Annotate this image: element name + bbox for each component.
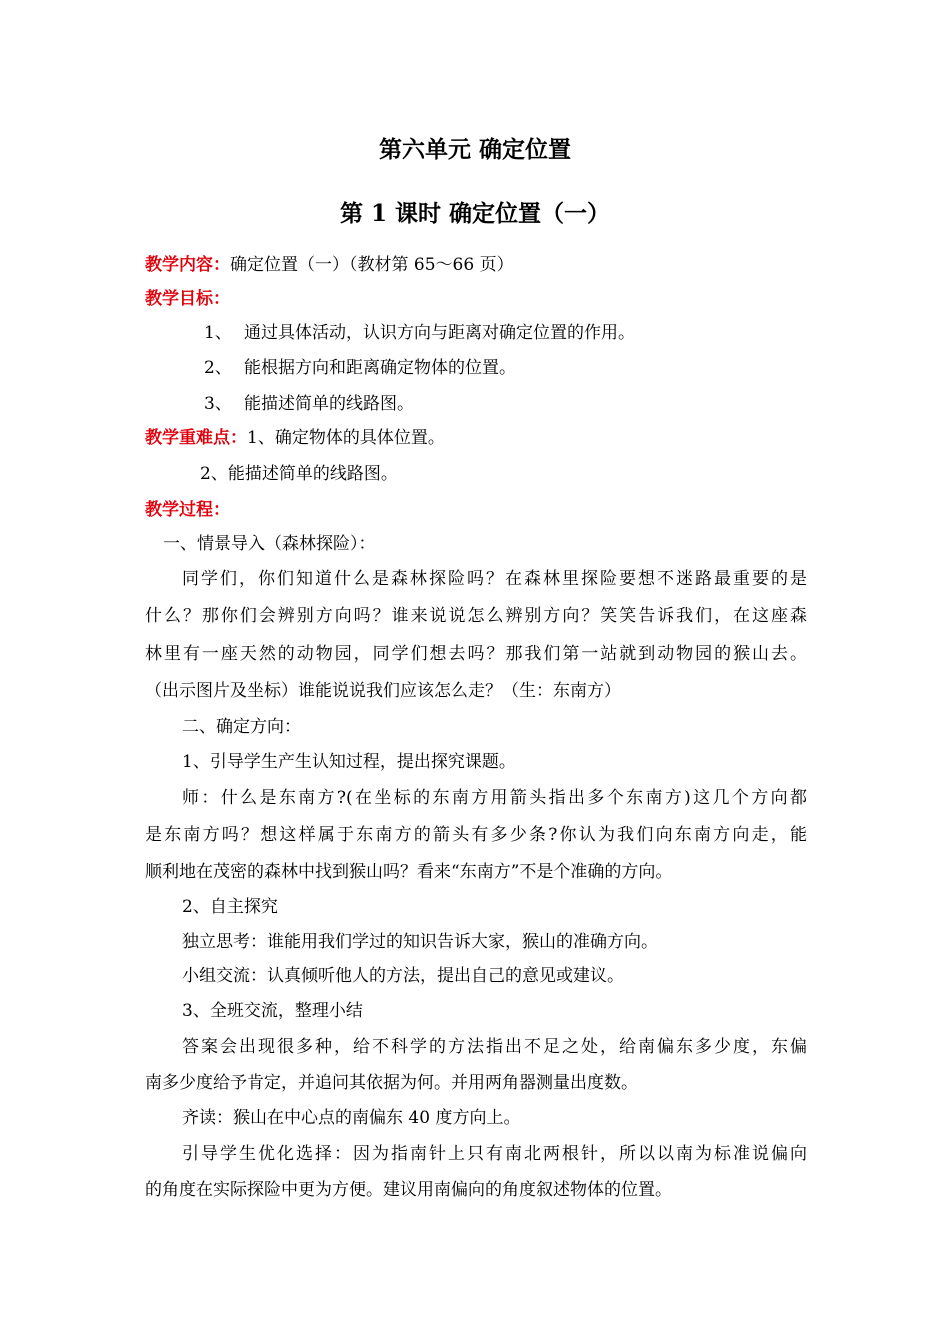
paragraph-line: 小组交流：认真倾听他人的方法，提出自己的意见或建议。 xyxy=(182,966,624,986)
goal-item xyxy=(204,392,414,416)
paragraph-line: 答案会出现很多种，给不科学的方法指出不足之处，给南偏东多少度，东偏 xyxy=(182,1037,807,1057)
teaching-content xyxy=(145,253,514,277)
section-heading: 二、确定方向： xyxy=(182,717,301,737)
paragraph-line: 顺利地在茂密的森林中找到猴山吗？看来“东南方”不是个准确的方向。 xyxy=(145,862,673,882)
paragraph-line: 师：什么是东南方?(在坐标的东南方用箭头指出多个东南方)这几个方向都 xyxy=(182,788,807,808)
goal-text: 通过具体活动，认识方向与距离对确定位置的作用。 xyxy=(244,323,635,343)
teaching-content-label: 教学内容： xyxy=(145,255,230,275)
paragraph-line: 齐读：猴山在中心点的南偏东 40 度方向上。 xyxy=(182,1108,521,1128)
paragraph-line: 的角度在实际探险中更为方便。建议用南偏向的角度叙述物体的位置。 xyxy=(145,1180,672,1200)
paragraph-line: 什么？那你们会辨别方向吗？谁来说说怎么辨别方向？笑笑告诉我们，在这座森 xyxy=(145,606,807,626)
paragraph-line: 南多少度给予肯定，并追问其依据为何。并用两角器测量出度数。 xyxy=(145,1073,638,1093)
key-point-item: 1、确定物体的具体位置。 xyxy=(247,428,445,448)
unit-title: 第六单元 确定位置 xyxy=(378,136,571,163)
step-heading: 2、自主探究 xyxy=(182,897,278,917)
goal-item xyxy=(204,321,635,345)
step-heading: 3、全班交流，整理小结 xyxy=(182,1001,363,1021)
paragraph-line: 独立思考：谁能用我们学过的知识告诉大家，猴山的准确方向。 xyxy=(182,932,658,952)
step-heading: 1、引导学生产生认知过程，提出探究课题。 xyxy=(182,752,516,772)
teaching-goals-label: 教学目标： xyxy=(145,289,230,309)
key-points xyxy=(145,426,445,450)
lesson-title: 第 1 课时 确定位置（一） xyxy=(339,200,611,227)
goal-number: 2、 xyxy=(204,358,232,378)
teaching-process-label: 教学过程： xyxy=(145,500,230,520)
paragraph-line: 是东南方吗？想这样属于东南方的箭头有多少条?你认为我们向东南方向走，能 xyxy=(145,825,807,845)
goal-item xyxy=(204,356,516,380)
key-points-label: 教学重难点： xyxy=(145,428,247,448)
goal-number: 3、 xyxy=(204,394,232,414)
goal-text: 能描述简单的线路图。 xyxy=(244,394,414,414)
teaching-content-text: 确定位置（一）（教材第 65～66 页） xyxy=(230,255,514,275)
paragraph-line: 林里有一座天然的动物园，同学们想去吗？那我们第一站就到动物园的猴山去。 xyxy=(145,644,807,664)
key-point-item: 2、能描述简单的线路图。 xyxy=(200,464,398,484)
goal-text: 能根据方向和距离确定物体的位置。 xyxy=(244,358,516,378)
paragraph-line: 引导学生优化选择：因为指南针上只有南北两根针，所以以南为标准说偏向 xyxy=(182,1144,807,1164)
goal-number: 1、 xyxy=(204,323,232,343)
section-heading: 一、情景导入（森林探险）： xyxy=(163,534,376,554)
paragraph-line: （出示图片及坐标）谁能说说我们应该怎么走？（生：东南方） xyxy=(145,681,621,701)
paragraph-line: 同学们，你们知道什么是森林探险吗？在森林里探险要想不迷路最重要的是 xyxy=(182,569,807,589)
